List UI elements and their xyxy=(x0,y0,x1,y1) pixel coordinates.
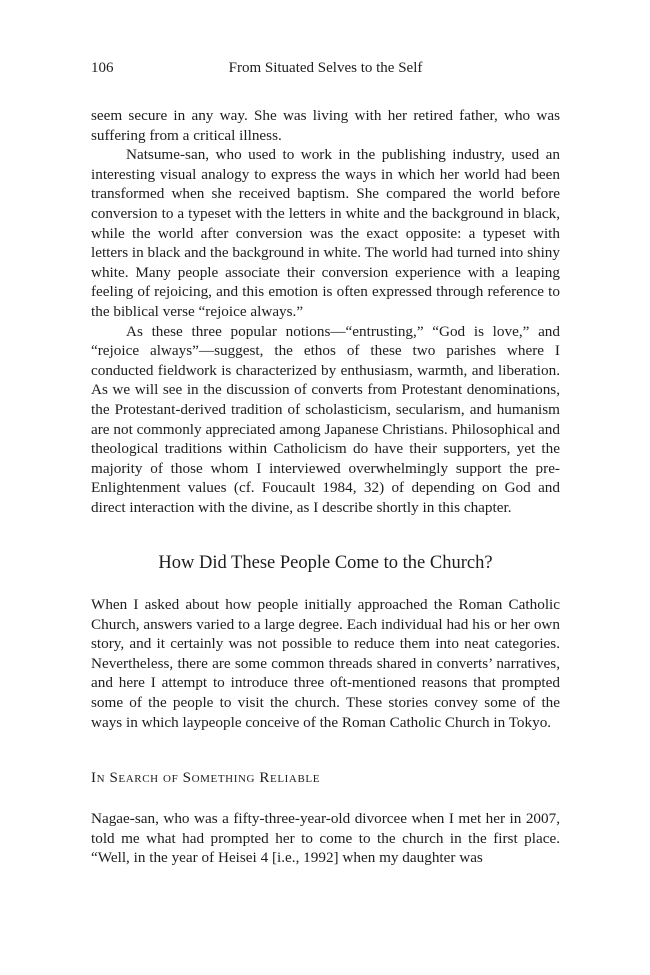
running-head xyxy=(91,60,560,80)
body-text-subsection xyxy=(91,809,560,868)
paragraph-nagae: Nagae-san, who was a fifty-three-year-old divorcee when I met her in 2007, told me what had prompted her to come to the church in the first place. “Well, in the year of Heisei 4 [i.e., 1992] when my daughter was xyxy=(91,810,560,867)
paragraph-popular-notions: As these three popular notions—“entrusting,” “God is love,” and “rejoice always”—suggest, the ethos of these two parishes where I conducted fieldwork is characterized by enthusiasm, warmth, and liberation. As we will see in the discussion of converts from Protestant denominations, the Protestant-derived tradition of scholasticism, secularism, and humanism are not commonly appreciated among Japanese Christians. Philosophical and theological traditions within Catholicism do have their supporters, yet the majority of those whom I interviewed overwhelmingly support the pre-Enlightenment values (cf. Foucault 1984, 32) of depending on God and direct interaction with the divine, as I describe shortly in this chapter. xyxy=(91,322,560,516)
body-text-top xyxy=(91,106,560,517)
paragraph-approach: When I asked about how people initially approached the Roman Catholic Church, answers varied to a large degree. Each individual had his or her own story, and it certainly was not possible to reduce them into neat categories. Nevertheless, there are some common threads shared in converts’ narratives, and here I attempt to introduce three oft-mentioned reasons that prompted some of the people to visit the church. These stories convey some of the ways in which laypeople conceive of the Roman Catholic Church in Tokyo. xyxy=(91,596,560,731)
paragraph-natsume: Natsume-san, who used to work in the publishing industry, used an interesting visual analogy to express the ways in which her world had been transformed when she received baptism. She compared the world before conversion to a typeset with the letters in white and the background in black, while the world after conversion was the exact opposite: a typeset with letters in black and the background in white. The world had turned into shiny white. Many people associate their conversion experience with a leaping feeling of rejoicing, and this emotion is often expressed through reference to the biblical verse “rejoice always.” xyxy=(91,146,560,320)
page-number: 106 xyxy=(91,60,114,76)
paragraph-continuation: seem secure in any way. She was living with her retired father, who was suffering from a critical illness. xyxy=(91,107,560,144)
section-heading: How Did These People Come to the Church? xyxy=(158,553,493,573)
body-text-section xyxy=(91,595,560,732)
subsection-heading: In Search of Something Reliable xyxy=(91,770,321,786)
running-title: From Situated Selves to the Self xyxy=(228,60,423,76)
